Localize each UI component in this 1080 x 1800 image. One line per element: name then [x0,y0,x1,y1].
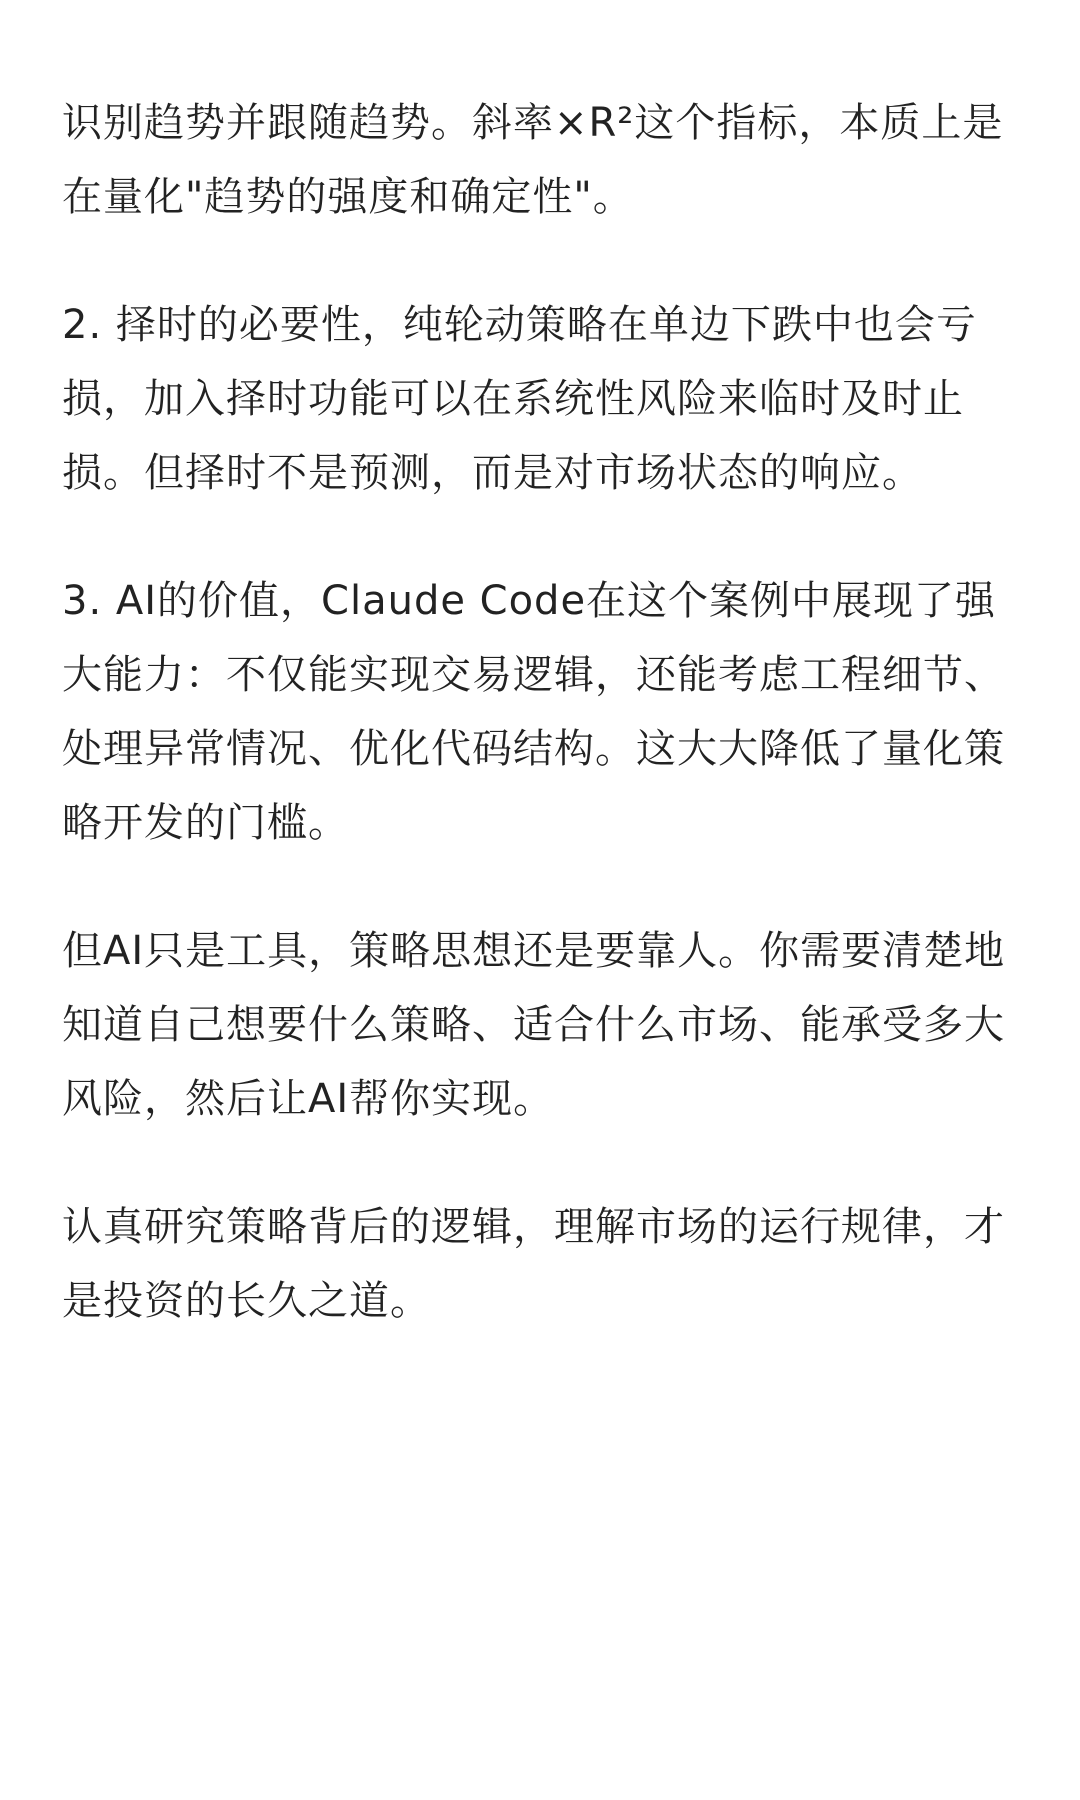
paragraph-ai-is-tool: 但AI只是工具，策略思想还是要靠人。你需要清楚地知道自己想要什么策略、适合什么市场、能承受多大风险，然后让AI帮你实现。 [62,928,1006,1122]
paragraph-ai-value: 3. AI的价值，Claude Code在这个案例中展现了强大能力：不仅能实现交易逻辑，还能考虑工程细节、处理异常情况、优化代码结构。这大大降低了量化策略开发的门槛。 [62,578,1005,846]
paragraph-trend-metric: 识别趋势并跟随趋势。斜率×R²这个指标，本质上是在量化"趋势的强度和确定性"。 [62,100,1004,220]
paragraph-timing-necessity: 2. 择时的必要性，纯轮动策略在单边下跌中也会亏损，加入择时功能可以在系统性风险来临时及时止损。但择时不是预测，而是对市场状态的响应。 [62,302,977,496]
paragraph-conclusion: 认真研究策略背后的逻辑，理解市场的运行规律，才是投资的长久之道。 [62,1204,1005,1324]
article-body [62,86,1028,1338]
